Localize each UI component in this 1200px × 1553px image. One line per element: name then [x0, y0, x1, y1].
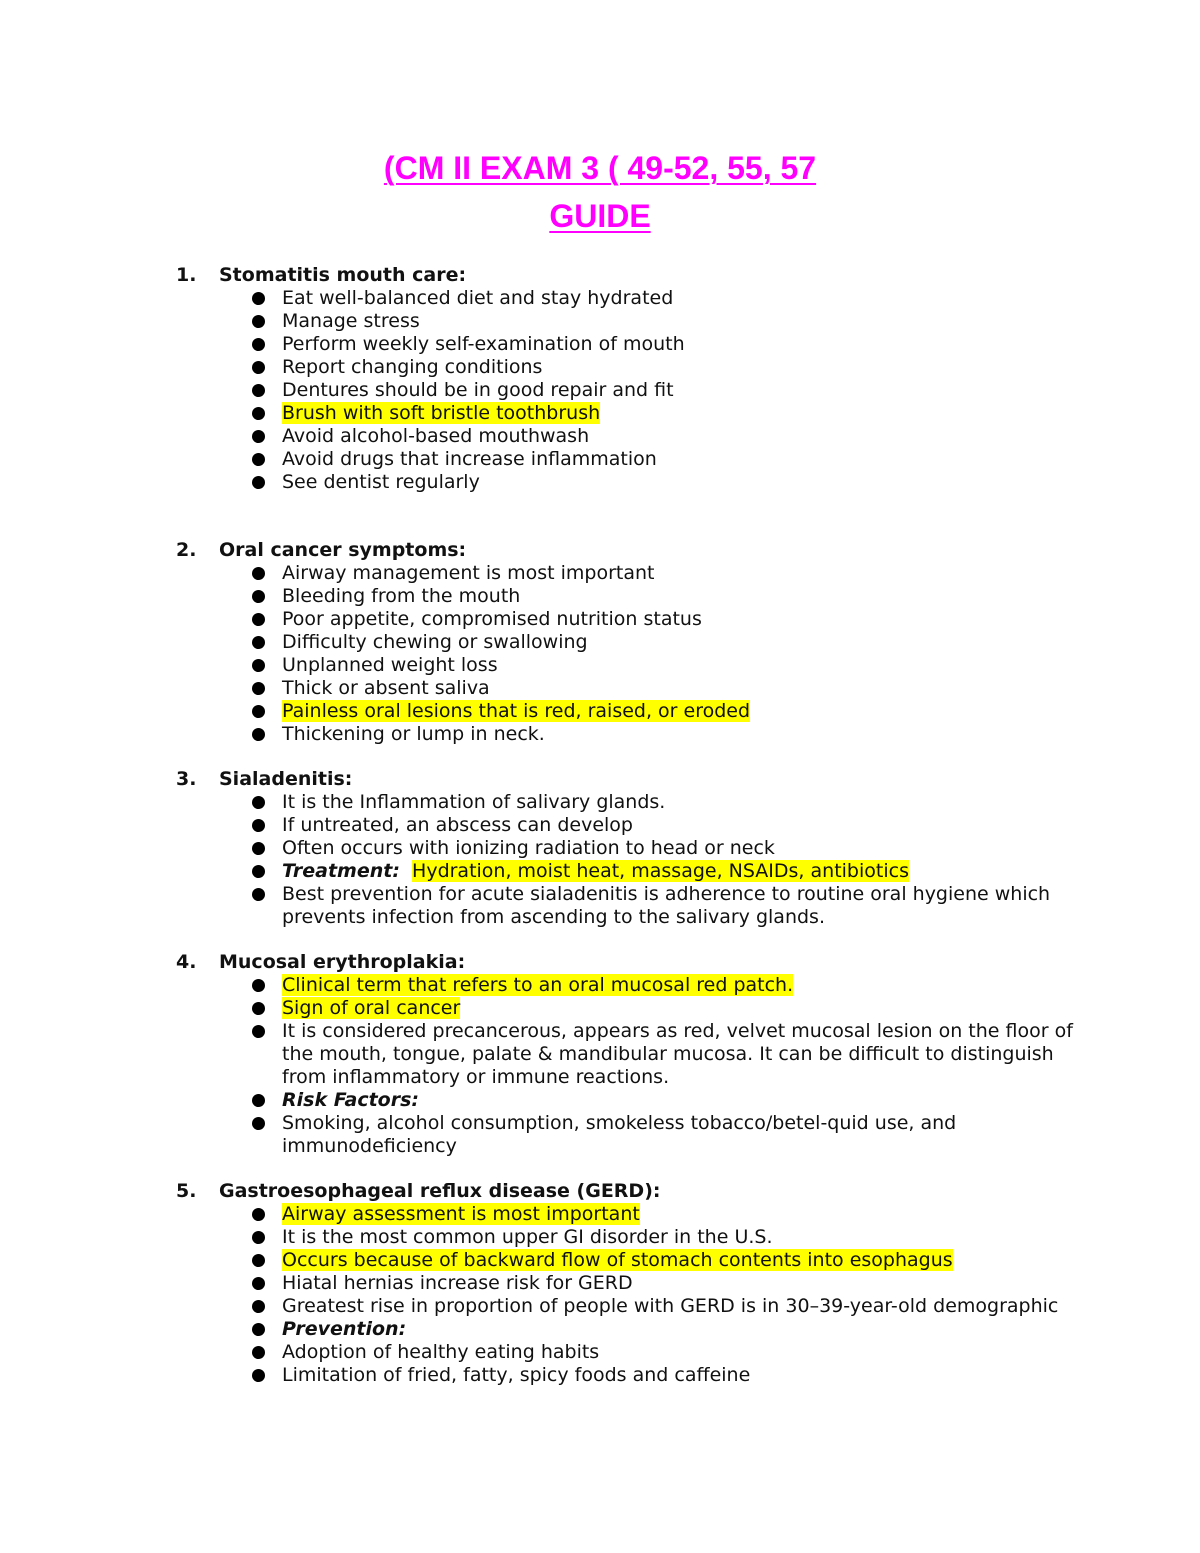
list-item	[176, 310, 1076, 333]
list-item	[176, 654, 1076, 677]
section-spacer	[176, 746, 1076, 768]
item-text: Dentures should be in good repair and fit	[282, 379, 674, 401]
bullet-icon	[252, 705, 265, 718]
list-item	[176, 448, 1076, 471]
list-item	[176, 333, 1076, 356]
bullet-icon	[252, 1025, 265, 1038]
section-heading-text: Gastroesophageal reflux disease (GERD):	[219, 1180, 661, 1202]
item-text: See dentist regularly	[282, 471, 480, 493]
section-number: 3.	[176, 768, 197, 790]
list-item	[176, 1272, 1076, 1295]
item-text: Avoid drugs that increase inflammation	[282, 448, 657, 470]
highlighted-item-text: Occurs because of backward flow of stomach contents into esophagus	[282, 1249, 953, 1271]
list-item	[176, 700, 1076, 723]
list-item	[176, 1318, 1076, 1341]
bullet-icon	[252, 1094, 265, 1107]
item-label: Risk Factors:	[282, 1089, 419, 1111]
section-number: 5.	[176, 1180, 197, 1202]
item-text: Unplanned weight loss	[282, 654, 498, 676]
guide-section	[176, 951, 1076, 1158]
section-heading-text: Stomatitis mouth care:	[219, 264, 467, 286]
section-heading	[176, 1180, 1076, 1203]
section-heading-text: Mucosal erythroplakia:	[219, 951, 466, 973]
list-item	[176, 791, 1076, 814]
item-label: Prevention:	[282, 1318, 407, 1340]
bullet-icon	[252, 1346, 265, 1359]
bullet-icon	[252, 613, 265, 626]
bullet-icon	[252, 476, 265, 489]
list-item	[176, 402, 1076, 425]
bullet-list	[176, 791, 1076, 929]
bullet-icon	[252, 1323, 265, 1336]
section-spacer	[176, 494, 1076, 539]
bullet-icon	[252, 1208, 265, 1221]
item-text: Best prevention for acute sialadenitis is adherence to routine oral hygiene which prevents infection from ascending to the salivary glands.	[282, 883, 1051, 928]
item-text: Smoking, alcohol consumption, smokeless tobacco/betel-quid use, and immunodeficiency	[282, 1112, 957, 1157]
bullet-list	[176, 974, 1076, 1158]
list-item	[176, 723, 1076, 746]
section-heading	[176, 951, 1076, 974]
item-text: It is the Inflammation of salivary glands.	[282, 791, 666, 813]
bullet-icon	[252, 636, 265, 649]
guide-content	[176, 264, 1076, 1387]
bullet-icon	[252, 979, 265, 992]
bullet-icon	[252, 1117, 265, 1130]
bullet-icon	[252, 590, 265, 603]
item-text: Greatest rise in proportion of people with GERD is in 30–39-year-old demographic	[282, 1295, 1059, 1317]
list-item	[176, 1020, 1076, 1089]
bullet-icon	[252, 819, 265, 832]
highlighted-item-text: Hydration, moist heat, massage, NSAIDs, antibiotics	[412, 860, 909, 882]
document-title-line-2: GUIDE	[549, 198, 651, 234]
list-item	[176, 1295, 1076, 1318]
bullet-icon	[252, 1002, 265, 1015]
list-item	[176, 379, 1076, 402]
bullet-icon	[252, 659, 265, 672]
item-text: Avoid alcohol-based mouthwash	[282, 425, 590, 447]
item-text: Hiatal hernias increase risk for GERD	[282, 1272, 633, 1294]
item-text: Difficulty chewing or swallowing	[282, 631, 588, 653]
list-item	[176, 608, 1076, 631]
section-heading-text: Oral cancer symptoms:	[219, 539, 467, 561]
item-spacer	[400, 860, 412, 882]
bullet-icon	[252, 865, 265, 878]
section-spacer	[176, 1158, 1076, 1180]
section-number: 1.	[176, 264, 197, 286]
item-text: Thick or absent saliva	[282, 677, 490, 699]
bullet-icon	[252, 361, 265, 374]
list-item	[176, 837, 1076, 860]
list-item	[176, 287, 1076, 310]
bullet-icon	[252, 1300, 265, 1313]
section-spacer	[176, 929, 1076, 951]
section-number: 4.	[176, 951, 197, 973]
item-text: It is considered precancerous, appears as red, velvet mucosal lesion on the floor of the mouth, tongue, palate & mandibular mucosa. It can be difficult to distinguish from inflammatory or immune reactions.	[282, 1020, 1073, 1088]
highlighted-item-text: Clinical term that refers to an oral mucosal red patch.	[282, 974, 794, 996]
bullet-icon	[252, 453, 265, 466]
list-item	[176, 1226, 1076, 1249]
list-item	[176, 860, 1076, 883]
item-text: Manage stress	[282, 310, 420, 332]
list-item	[176, 1089, 1076, 1112]
item-text: It is the most common upper GI disorder in the U.S.	[282, 1226, 773, 1248]
item-text: Airway management is most important	[282, 562, 655, 584]
section-number: 2.	[176, 539, 197, 561]
bullet-icon	[252, 567, 265, 580]
item-text: Adoption of healthy eating habits	[282, 1341, 600, 1363]
list-item	[176, 814, 1076, 837]
document-title-line-1: (CM II EXAM 3 ( 49-52, 55, 57	[383, 150, 817, 186]
bullet-icon	[252, 292, 265, 305]
list-item	[176, 471, 1076, 494]
section-heading-text: Sialadenitis:	[219, 768, 353, 790]
item-label: Treatment:	[282, 860, 400, 882]
bullet-icon	[252, 338, 265, 351]
highlighted-item-text: Sign of oral cancer	[282, 997, 461, 1019]
guide-section	[176, 1180, 1076, 1387]
list-item	[176, 425, 1076, 448]
bullet-icon	[252, 430, 265, 443]
item-text: Often occurs with ionizing radiation to head or neck	[282, 837, 775, 859]
list-item	[176, 974, 1076, 997]
list-item	[176, 585, 1076, 608]
section-heading	[176, 768, 1076, 791]
highlighted-item-text: Painless oral lesions that is red, raised, or eroded	[282, 700, 751, 722]
list-item	[176, 997, 1076, 1020]
highlighted-item-text: Airway assessment is most important	[282, 1203, 640, 1225]
list-item	[176, 631, 1076, 654]
list-item	[176, 1203, 1076, 1226]
bullet-icon	[252, 796, 265, 809]
list-item	[176, 562, 1076, 585]
bullet-icon	[252, 384, 265, 397]
item-text: Eat well-balanced diet and stay hydrated	[282, 287, 674, 309]
item-text: Poor appetite, compromised nutrition status	[282, 608, 702, 630]
bullet-icon	[252, 888, 265, 901]
bullet-icon	[252, 842, 265, 855]
item-text: Thickening or lump in neck.	[282, 723, 545, 745]
bullet-icon	[252, 407, 265, 420]
list-item	[176, 1364, 1076, 1387]
bullet-icon	[252, 315, 265, 328]
bullet-icon	[252, 1369, 265, 1382]
item-text: Bleeding from the mouth	[282, 585, 521, 607]
item-text: Report changing conditions	[282, 356, 543, 378]
list-item	[176, 1112, 1076, 1158]
bullet-icon	[252, 1231, 265, 1244]
list-item	[176, 1341, 1076, 1364]
bullet-icon	[252, 1277, 265, 1290]
guide-section	[176, 264, 1076, 494]
list-item	[176, 356, 1076, 379]
bullet-list	[176, 1203, 1076, 1387]
bullet-icon	[252, 682, 265, 695]
highlighted-item-text: Brush with soft bristle toothbrush	[282, 402, 601, 424]
item-text: Perform weekly self-examination of mouth	[282, 333, 685, 355]
section-heading	[176, 539, 1076, 562]
item-text: If untreated, an abscess can develop	[282, 814, 633, 836]
item-text: Limitation of fried, fatty, spicy foods and caffeine	[282, 1364, 751, 1386]
list-item	[176, 677, 1076, 700]
bullet-icon	[252, 728, 265, 741]
list-item	[176, 1249, 1076, 1272]
list-item	[176, 883, 1076, 929]
bullet-list	[176, 562, 1076, 746]
section-heading	[176, 264, 1076, 287]
guide-section	[176, 768, 1076, 929]
guide-section	[176, 539, 1076, 746]
bullet-list	[176, 287, 1076, 494]
bullet-icon	[252, 1254, 265, 1267]
